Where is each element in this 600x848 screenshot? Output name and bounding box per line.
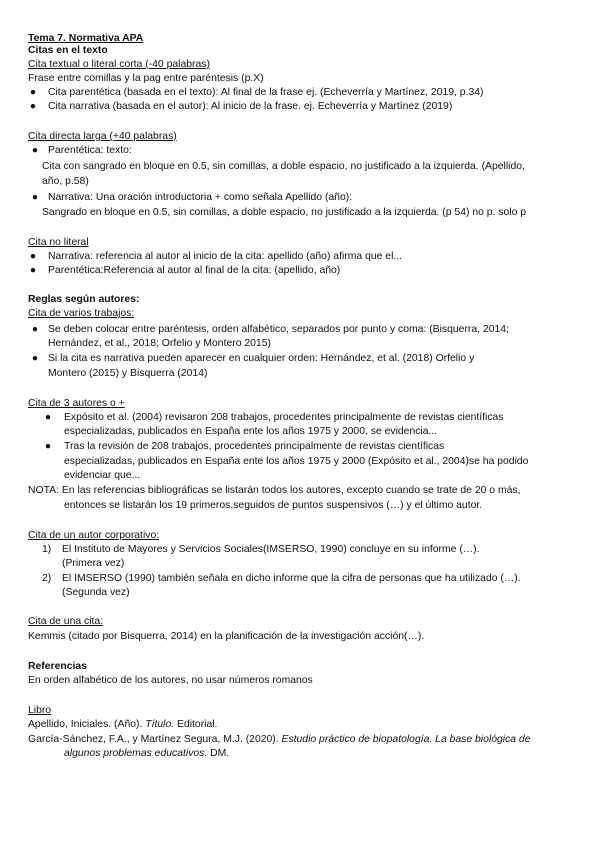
text-line: especializadas, publicados en España ente los años 1975 y 2000, se evidencia... bbox=[64, 426, 438, 437]
subheading: Cita directa larga (+40 palabras) bbox=[28, 131, 177, 142]
bullet-icon: ● bbox=[29, 265, 37, 276]
list-item: Parentética: texto: bbox=[48, 145, 132, 156]
subheading: Cita textual o literal corta (-40 palabras) bbox=[28, 59, 210, 70]
bullet-icon: ● bbox=[31, 353, 39, 364]
section-heading: Reglas según autores: bbox=[28, 294, 140, 305]
bullet-icon: ● bbox=[31, 145, 39, 156]
bullet-icon: ● bbox=[44, 412, 52, 423]
list-item: Tras la revisión de 208 trabajos, procedentes principalmente de revistas científicas bbox=[64, 441, 445, 452]
text-line: Kemmis (citado por Bisquerra, 2014) en la planificación de la investigación acción(…). bbox=[28, 631, 425, 642]
text-line: Montero (2015) y Bisquerra (2014) bbox=[48, 368, 208, 379]
bullet-icon: ● bbox=[31, 192, 39, 203]
text-line: evidenciar que... bbox=[64, 470, 141, 481]
reference-text: Apellido, Iniciales. (Año). bbox=[28, 719, 146, 730]
reference-line bbox=[64, 747, 229, 760]
reference-text: García-Sánchez, F.A., y Martínez Segura, M.J. (2020). bbox=[28, 734, 282, 745]
text-line: especializadas, publicados en España ente los años 1975 y 2000 (Expósito et al., 2004)se ha podido bbox=[64, 456, 529, 467]
reference-text: DM. bbox=[207, 748, 230, 759]
list-item: Se deben colocar entre paréntesis, orden alfabético, separados por punto y coma: (Bisquerra, 2014; bbox=[48, 324, 509, 335]
text-line: Hernández, et al., 2018; Orfelio y Montero 2015) bbox=[48, 338, 271, 349]
list-item: Cita narrativa (basada en el autor): Al inicio de la frase. ej. Echeverría y Martínez (2019) bbox=[48, 101, 453, 112]
bullet-icon: ● bbox=[31, 324, 39, 335]
subheading: Libro bbox=[28, 705, 52, 716]
reference-title: algunos problemas educativos. bbox=[64, 748, 208, 759]
section-heading: Citas en el texto bbox=[28, 45, 108, 56]
list-item: Narrativa: referencia al autor al inicio de la cita: apellido (año) afirma que el... bbox=[48, 251, 403, 262]
list-item: El Instituto de Mayores y Servicios Sociales(IMSERSO, 1990) concluye en su informe (…). bbox=[62, 544, 480, 555]
list-number: 1) bbox=[42, 544, 52, 555]
reference-title: Título. bbox=[145, 719, 175, 730]
text-line: Sangrado en bloque en 0.5, sin comillas, a doble espacio, no justificado a la izquierda. (p 54) no p. solo p bbox=[42, 207, 527, 218]
text-line: Cita con sangrado en bloque en 0.5, sin comillas, a doble espacio, no justificado a la izquierda. (Apellido, bbox=[42, 161, 525, 172]
subheading: Cita de una cita: bbox=[28, 616, 104, 627]
text-line: (Primera vez) bbox=[62, 558, 125, 569]
reference-line bbox=[28, 718, 217, 731]
subheading: Cita de varios trabajos: bbox=[28, 308, 135, 319]
reference-text: Editorial. bbox=[174, 719, 218, 730]
text-line: (Segunda vez) bbox=[62, 587, 130, 598]
text-line: En orden alfabético de los autores, no usar números romanos bbox=[28, 675, 313, 686]
list-item: Narrativa: Una oración introductoria + como señala Apellido (año): bbox=[48, 192, 353, 203]
list-item: Parentética:Referencia al autor al final de la cita: (apellido, año) bbox=[48, 265, 341, 276]
bullet-icon: ● bbox=[29, 251, 37, 262]
subheading: Cita no literal bbox=[28, 237, 89, 248]
bullet-icon: ● bbox=[44, 441, 52, 452]
note-line: entonces se listarán los 19 primeros,seguidos de puntos suspensivos (…) y el último autor. bbox=[64, 500, 483, 511]
list-item: El IMSERSO (1990) también señala en dicho informe que la cifra de personas que ha utilizado (…). bbox=[62, 573, 521, 584]
list-item: Si la cita es narrativa pueden aparecer en cualquier orden: Hernández, et al. (2018) Orfelio y bbox=[48, 353, 475, 364]
list-item: Expósito et al. (2004) revisaron 208 trabajos, procedentes principalmente de revistas científicas bbox=[64, 412, 504, 423]
bullet-icon: ● bbox=[29, 101, 37, 112]
note-line: NOTA: En las referencias bibliográficas se listarán todos los autores, excepto cuando se trate de 20 o más, bbox=[28, 485, 521, 496]
section-heading: Referencias bbox=[28, 661, 87, 672]
text-line: año, p.58) bbox=[42, 176, 89, 187]
reference-title: Estudio práctico de biopatología. La base biológica de bbox=[281, 734, 531, 745]
subheading: Cita de 3 autores o + bbox=[28, 398, 125, 409]
list-number: 2) bbox=[42, 573, 52, 584]
text-line: Frase entre comillas y la pag entre paréntesis (p.X) bbox=[28, 73, 264, 84]
list-item: Cita parentética (basada en el texto): Al final de la frase ej. (Echeverría y Martínez, 2019, p.34) bbox=[48, 87, 484, 98]
page-title: Tema 7. Normativa APA bbox=[28, 33, 144, 44]
reference-line bbox=[28, 733, 531, 746]
subheading: Cita de un autor corporativo: bbox=[28, 530, 160, 541]
bullet-icon: ● bbox=[29, 87, 37, 98]
